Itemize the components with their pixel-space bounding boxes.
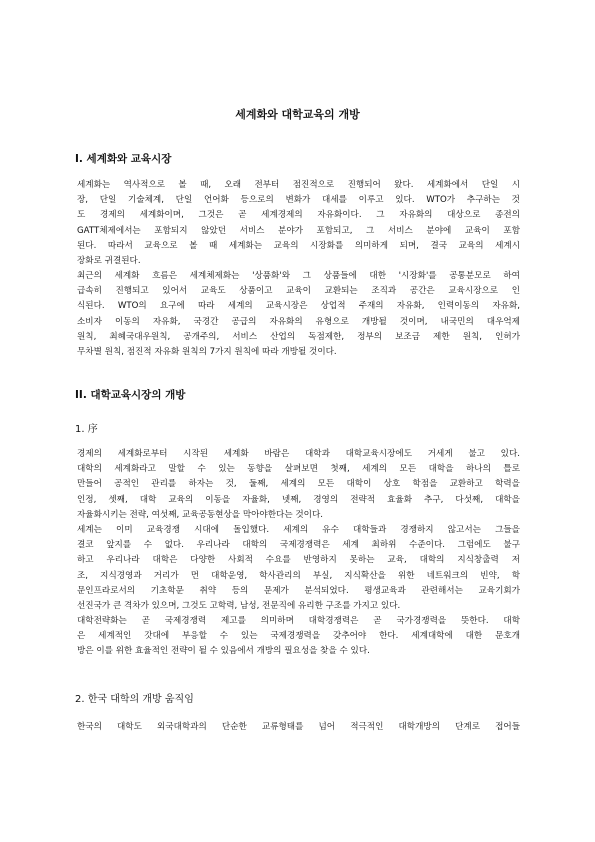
text-line: 무차별 원칙, 점진적 자유화 원칙의 7가지 원칙에 따라 개방될 것이다. [77,347,337,358]
text-line: 소비자 이동의 자유화, 국경간 공급의 자유화의 유형으로 개방될 것이며, 내국민의 대우억제 [77,316,520,327]
text-line: 장화로 귀결된다. [77,256,141,267]
text-line: 하고 우리나라 대학은 다양한 사회적 수요를 반영하지 못하는 교육, 대학의 지식창출력 저 [77,555,520,566]
text-line: 최근의 세계화 흐름은 세계체제화는 '상품화'와 그 상품들에 대한 '시장화'를 공통분모로 하여 [77,271,520,281]
subsection-2-heading: 2. 한국 대학의 개방 움직임 [75,694,194,705]
text-line: 조, 지식경영과 거리가 먼 대학운영, 학사관리의 부실, 지식확산을 위한 네트워크의 빈약, 학 [77,570,520,581]
text-line: 급속히 진행되고 있어서 교육도 상품이고 교육이 교환되는 조직과 공간은 교육시장으로 인 [77,286,520,297]
text-line: 대학전략화는 곧 국제경쟁력 제고를 의미하며 대학경쟁력은 곧 국가경쟁력을 뜻한다. 대학 [77,616,520,626]
text-line: 경제의 세계화로부터 시작된 세계화 바람은 대학과 대학교육시장에도 거세게 불고 있다. [77,449,520,459]
text-line: 원칙, 최혜국대우원칙, 공개주의, 서비스 산업의 독점제한, 정부의 보조금 제한 원칙, 인허가 [77,331,520,342]
text-line: GATT체제에서는 포함되지 않았던 서비스 분야가 포함되고, 그 서비스 분야에 교육이 포함 [77,225,520,236]
text-line: 선진국가 큰 격차가 있으며, 그것도 고학력, 남성, 전문직에 유리한 구조를 가지고 있다. [77,601,401,612]
subsection-1-paragraph-2 [77,523,520,614]
text-line: 만들어 공적인 관리를 하자는 것, 둘째, 세계의 모든 대학이 상호 학점을 교환하고 학력을 [77,479,520,490]
text-line: 자율화시키는 전략, 여섯째, 교육공동현상을 막아야한다는 것이다. [77,509,323,520]
text-line: 세계화는 역사적으로 볼 때, 오래 전부터 점진적으로 진행되어 왔다. 세계화에서 단일 시 [77,180,520,190]
text-line: 방은 이를 위한 효율적인 전략이 될 수 있음에서 개방의 필요성을 찾을 수 있다. [77,646,370,657]
text-line: 결코 앞지를 수 없다. 우리나라 대학의 국제경쟁력은 세계 최하위 수준이다. 그럼에도 불구 [77,540,520,551]
text-line: 문인프라로서의 기초학문 취약 등의 문제가 분석되었다. 평생교육과 관련해서는 교육기회가 [77,585,520,596]
section-1-paragraph-2 [77,269,520,360]
document-title: 세계화와 대학교육의 개방 [235,108,360,121]
subsection-1-heading: 1. 序 [75,424,98,435]
section-2-heading: II. 대학교육시장의 개방 [75,389,186,401]
subsection-1-paragraph-3 [77,614,520,660]
subsection-1-paragraph-1 [77,447,520,523]
text-line: 은 세계적인 갓대에 부응할 수 있는 국제경쟁력을 갖추어야 한다. 세계대학에 대한 문호개 [77,631,520,642]
text-line: 도 경제의 세계화이며, 그것은 곧 세계경제의 자유화이다. 그 자유화의 대상으로 종전의 [77,210,520,221]
section-1-paragraph-1 [77,178,520,269]
section-1-heading: I. 세계화와 교육시장 [75,153,172,165]
text-line: 식된다. WTO의 요구에 따라 세계의 교육시장은 상업적 주재의 자유화, 인력이동의 자유화, [77,301,520,312]
text-line: 인정, 셋째, 대학 교육의 이동을 자율화, 넷째, 경영의 전략적 효율화 추구, 다섯째, 대학을 [77,494,520,505]
text-line: 된다. 따라서 교육으로 볼 때 세계화는 교육의 시장화를 의미하게 되며, 결국 교육의 세계시 [77,240,520,251]
text-line: 세계는 이미 교육경쟁 시대에 돌입했다. 세계의 유수 대학들과 경쟁하지 않고서는 그들을 [77,525,520,535]
text-line: 한국의 대학도 외국대학과의 단순한 교류형태를 넘어 적극적인 대학개방의 단계로 접어들 [77,722,520,732]
text-line: 대학의 세계화라고 말할 수 있는 동향을 살펴보면 첫째, 세계의 모든 대학을 하나의 틀로 [77,464,520,475]
subsection-2-paragraph-1 [77,720,520,735]
text-line: 장, 단일 기술체계, 단일 언어화 등으로의 변화가 대세를 이루고 있다. WTO가 추구하는 것 [77,195,520,206]
